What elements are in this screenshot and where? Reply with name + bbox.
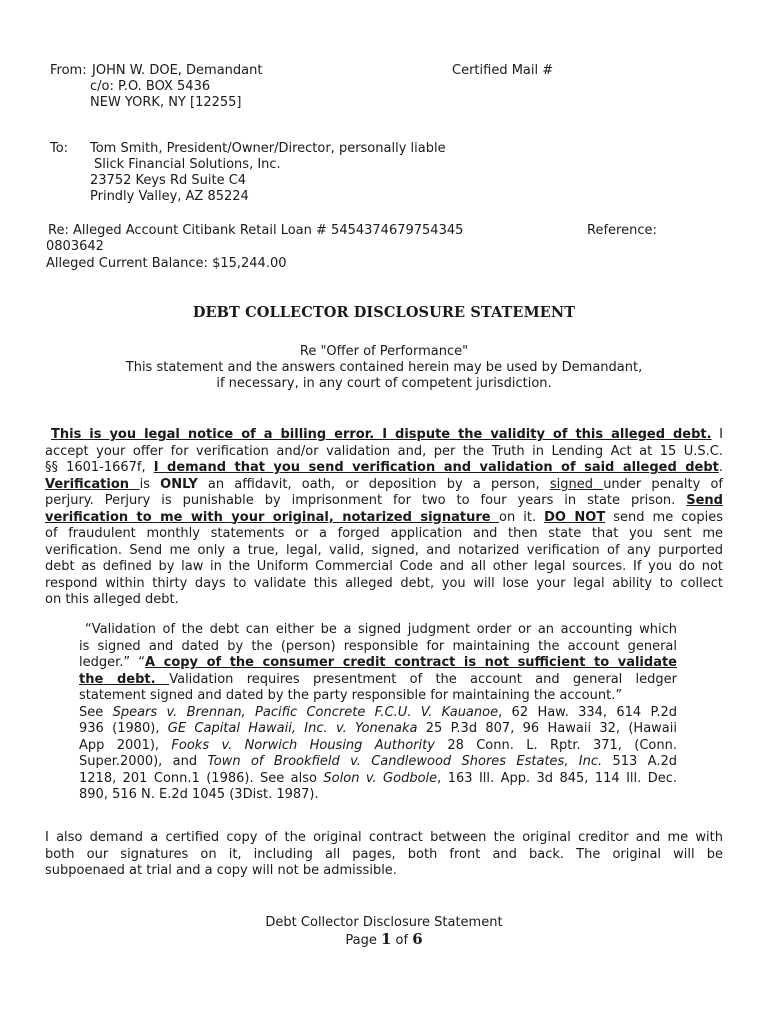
text-fragment: is [139, 476, 161, 492]
billing-error-paragraph [45, 427, 723, 609]
quote-line [79, 771, 677, 788]
footer-title: Debt Collector Disclosure Statement [265, 915, 503, 930]
quote-line [79, 705, 677, 722]
para1-line: on this alleged debt. [45, 592, 179, 607]
page-label: Page [345, 933, 381, 948]
text-fragment: under penalty of [603, 476, 724, 492]
copy-not-sufficient-text: A copy of the consumer credit contract is not sufficient to validate [145, 655, 677, 670]
only-emphasis: ONLY [160, 476, 198, 492]
para1-line [45, 510, 723, 527]
text-fragment: 28 Conn. L. Rptr. 371, (Conn. [434, 737, 677, 753]
page-total: 6 [412, 930, 423, 948]
para1-line [45, 493, 723, 510]
send-emphasis: Send [686, 493, 723, 508]
case-citation: Town of Brookfield v. Candlewood Shores Estates, Inc. [207, 754, 603, 769]
para1-line: of fraudulent monthly statements or a forged application and then state that you sent me [45, 526, 723, 541]
para3-line: I also demand a certified copy of the original contract between the original creditor and me with [45, 830, 723, 845]
para1-line: accept your offer for verification and/or validation and, per the Truth in Lending Act at 15 U.S.C. [45, 443, 723, 459]
text-fragment: Super.2000), and [79, 754, 208, 769]
para3-line: subpoenaed at trial and a copy will not be admissible. [45, 863, 397, 878]
original-contract-paragraph [45, 830, 723, 880]
text-fragment: ledger.” “ [79, 655, 146, 670]
quote-line: is signed and dated by the (person) responsible for maintaining the account general [79, 638, 677, 654]
text-fragment: an affidavit, oath, or deposition by a person, [197, 476, 550, 492]
text-fragment: 1218, 201 Conn.1 (1986). See also [79, 770, 324, 786]
para1-line [45, 460, 723, 477]
para1-line: debt as defined by law in the Uniform Commercial Code and all other legal sources. If you do not [45, 559, 723, 574]
quote-line [79, 655, 677, 672]
case-citation: Spears v. Brennan, Pacific Concrete F.C.U. V. Kauanoe [112, 704, 499, 720]
do-not-emphasis: DO NOT [544, 509, 606, 525]
quote-line [79, 738, 677, 755]
to-company: Slick Financial Solutions, Inc. [94, 157, 281, 172]
intro-statement-line: This statement and the answers contained herein may be used by Demandant, [125, 360, 643, 375]
text-fragment: , 62 Haw. 334, 614 P.2d [498, 704, 677, 720]
the-debt-text: the debt. [79, 671, 170, 687]
alleged-balance: Alleged Current Balance: $15,244.00 [46, 256, 287, 271]
to-city: Prindly Valley, AZ 85224 [90, 189, 249, 204]
from-label: From: [50, 63, 87, 78]
document-title: DEBT COLLECTOR DISCLOSURE STATEMENT [192, 304, 576, 321]
text-fragment: App 2001), [79, 737, 172, 753]
notarized-signature-text: verification to me with your original, notarized signature [45, 509, 500, 525]
reference-value: 0803642 [46, 239, 104, 254]
from-address-line: c/o: P.O. BOX 5436 [90, 79, 211, 94]
quote-line [79, 672, 677, 689]
billing-error-notice: This is you legal notice of a billing error. I dispute the validity of this alleged debt. [51, 427, 712, 442]
para1-line [45, 477, 723, 494]
re-account-line: Re: Alleged Account Citibank Retail Loan # 5454374679754345 [48, 223, 464, 238]
quote-line [79, 721, 677, 738]
text-fragment: , 163 Ill. App. 3d 845, 114 Ill. Dec. [437, 770, 677, 786]
text-fragment: send me copies [605, 509, 723, 525]
text-fragment: 513 A.2d [602, 754, 677, 769]
quote-line: 890, 516 N. E.2d 1045 (3Dist. 1987). [79, 787, 319, 802]
to-recipient: Tom Smith, President/Owner/Director, personally liable [90, 141, 446, 156]
from-name: JOHN W. DOE, Demandant [92, 63, 263, 78]
case-citation: GE Capital Hawaii, Inc. v. Yonenaka [167, 721, 418, 736]
para1-line: respond within thirty days to validate this alleged debt, you will lose your legal ability to collect [45, 575, 723, 591]
to-label: To: [50, 141, 69, 156]
intro-offer-line: Re "Offer of Performance" [299, 344, 469, 359]
certified-mail-label: Certified Mail # [452, 63, 554, 78]
text-fragment: I [711, 427, 723, 442]
quote-line: statement signed and dated by the party responsible for maintaining the account.” [79, 688, 623, 703]
validation-quote-block [79, 622, 677, 804]
text-fragment: Validation requires presentment of the account and general ledger [169, 671, 678, 687]
case-citation: Solon v. Godbole [323, 770, 438, 786]
text-fragment: See [79, 704, 113, 720]
quote-line [79, 754, 677, 771]
signed-term: signed [549, 476, 604, 492]
of-label: of [391, 933, 413, 948]
text-fragment: perjury. Perjury is punishable by imprisonment for two to four years in state prison. [45, 493, 687, 508]
quote-line: “Validation of the debt can either be a signed judgment order or an accounting which [85, 622, 677, 637]
demand-verification-text: I demand that you send verification and validation of said alleged debt [153, 460, 719, 475]
para1-line: verification. Send me only a true, legal, valid, signed, and notarized verification of any purported [45, 542, 723, 558]
text-fragment: on it. [499, 509, 545, 525]
reference-label: Reference: [587, 223, 657, 238]
page-indicator [0, 931, 768, 950]
text-fragment: §§ 1601-1667f, [45, 460, 154, 475]
para1-line [45, 427, 723, 444]
text-fragment: . [718, 460, 723, 475]
text-fragment: 936 (1980), [79, 721, 168, 736]
para3-line: both our signatures on it, including all pages, both front and back. The original will be [45, 846, 723, 862]
text-fragment: 25 P.3d 807, 96 Hawaii 32, (Hawaii [417, 721, 677, 736]
verification-term: Verification [45, 476, 140, 492]
from-city-line: NEW YORK, NY [12255] [90, 95, 242, 110]
page-number: 1 [380, 930, 392, 948]
case-citation: Fooks v. Norwich Housing Authority [171, 737, 435, 753]
to-street: 23752 Keys Rd Suite C4 [90, 173, 247, 188]
intro-jurisdiction-line: if necessary, in any court of competent jurisdiction. [216, 376, 552, 391]
